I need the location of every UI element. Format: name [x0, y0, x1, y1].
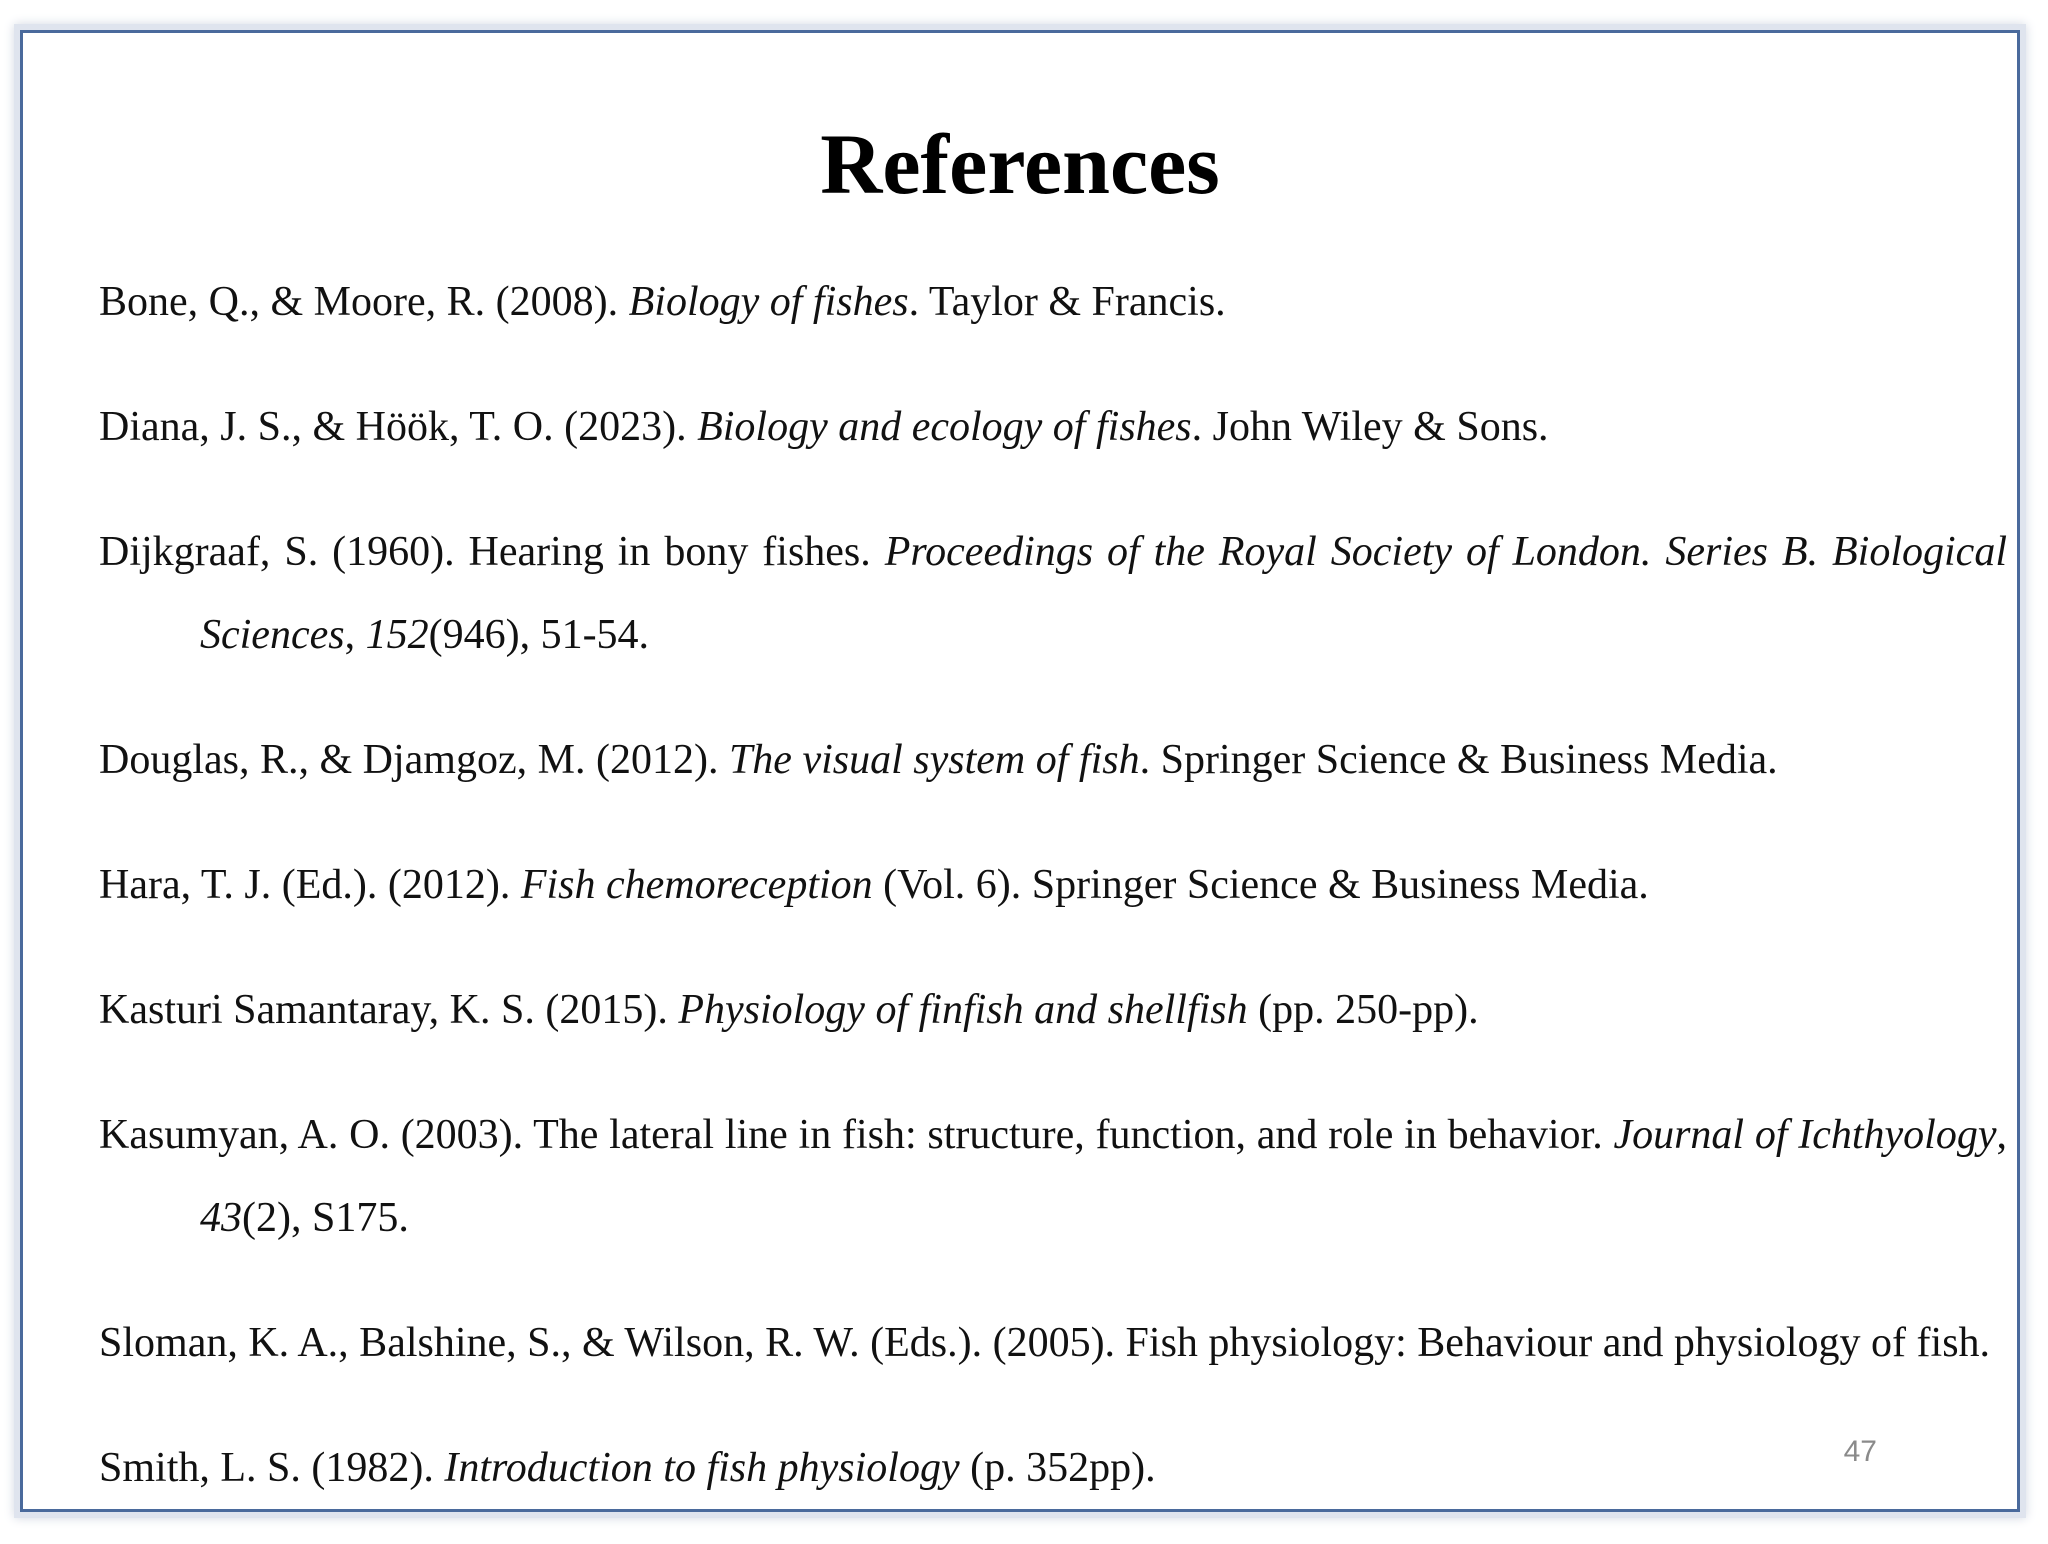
reference-volume: 152	[365, 612, 429, 658]
reference-text: Dijkgraaf, S. (1960). Hearing in bony fishes.	[99, 529, 885, 575]
reference-text: Kasumyan, A. O. (2003). The lateral line in fish: structure, function, and role in behavior.	[99, 1112, 1614, 1158]
reference-title: Journal of Ichthyology	[1613, 1112, 1997, 1158]
reference-title: Fish chemoreception	[520, 862, 873, 908]
reference-text: . Springer Science & Business Media.	[1139, 737, 1778, 783]
reference-item	[99, 719, 2007, 802]
reference-item	[99, 844, 2007, 927]
reference-title: The visual system of fish	[728, 737, 1140, 783]
reference-text: ,	[1996, 1112, 2007, 1158]
reference-text: Sloman, K. A., Balshine, S., & Wilson, R. W. (Eds.). (2005). Fish physiology: Behaviour and physiology of fish.	[99, 1320, 1991, 1366]
reference-title: Physiology of finfish and shellfish	[678, 987, 1248, 1033]
reference-text: Kasturi Samantaray, K. S. (2015).	[99, 987, 679, 1033]
reference-item	[99, 511, 2007, 677]
reference-text: ,	[344, 612, 366, 658]
reference-item	[99, 969, 2007, 1052]
reference-item	[99, 261, 2007, 344]
reference-item	[99, 1094, 2007, 1260]
reference-volume: 43	[200, 1195, 242, 1241]
reference-text: (pp. 250-pp).	[1247, 987, 1479, 1033]
reference-title: Proceedings of the Royal Society of London. Series B. Biological Sciences	[200, 529, 2007, 658]
reference-text: (946), 51-54.	[428, 612, 650, 658]
reference-text: Hara, T. J. (Ed.). (2012).	[99, 862, 521, 908]
reference-item	[99, 1427, 2007, 1510]
reference-title: Biology of fishes	[628, 279, 909, 325]
slide-title: References	[820, 116, 1220, 212]
reference-text: (2), S175.	[242, 1195, 409, 1241]
reference-text: Bone, Q., & Moore, R. (2008).	[99, 279, 629, 325]
reference-item	[99, 386, 2007, 469]
reference-text: . John Wiley & Sons.	[1191, 404, 1549, 450]
reference-text: Douglas, R., & Djamgoz, M. (2012).	[99, 737, 729, 783]
reference-title: Biology and ecology of fishes	[697, 404, 1192, 450]
reference-list	[99, 261, 2007, 1544]
reference-text: Smith, L. S. (1982).	[99, 1445, 445, 1491]
slide-frame	[20, 30, 2020, 1512]
reference-text: (Vol. 6). Springer Science & Business Media.	[872, 862, 1649, 908]
reference-title: Introduction to fish physiology	[444, 1445, 960, 1491]
reference-text: Diana, J. S., & Höök, T. O. (2023).	[99, 404, 698, 450]
reference-text: . Taylor & Francis.	[908, 279, 1226, 325]
reference-text: (p. 352pp).	[959, 1445, 1156, 1491]
page-number: 47	[1843, 1435, 1877, 1468]
reference-item	[99, 1302, 2007, 1385]
